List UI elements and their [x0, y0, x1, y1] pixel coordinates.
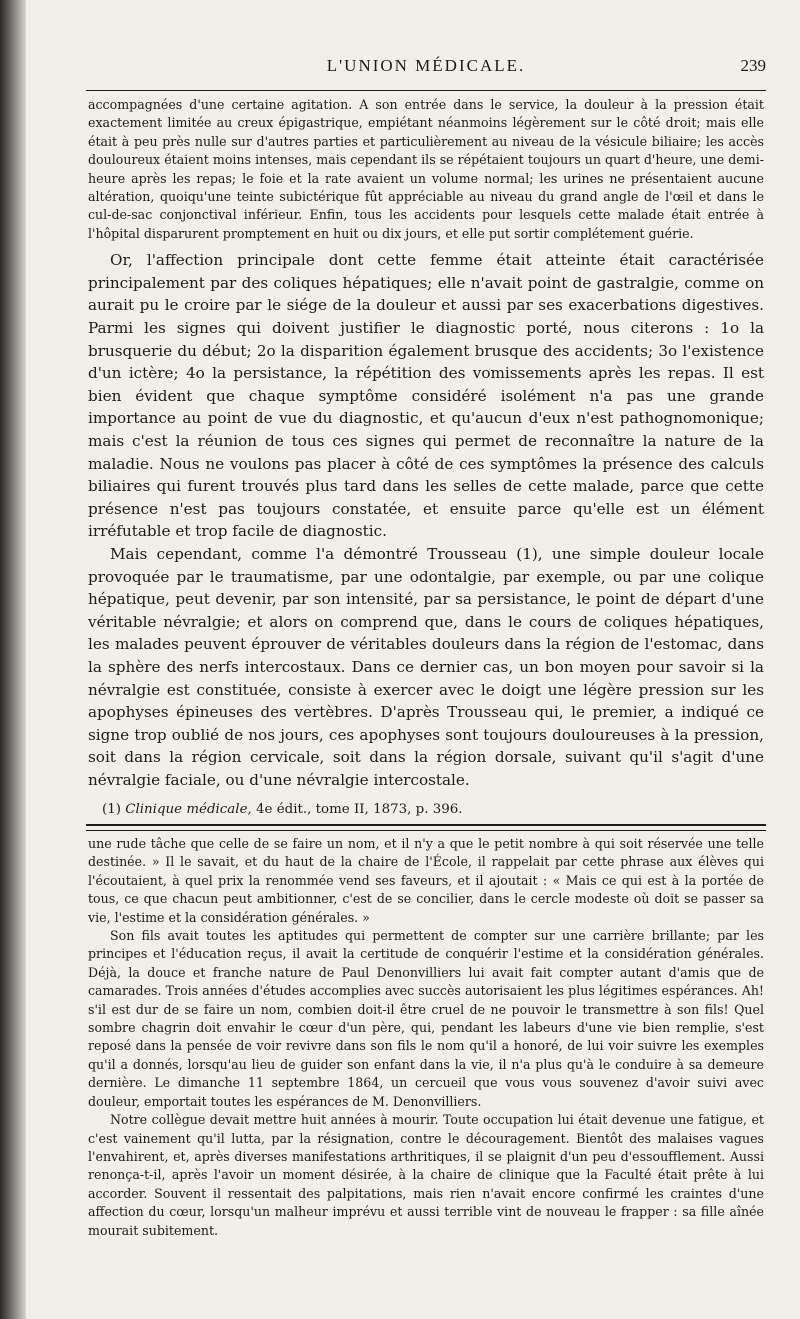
header-rule [86, 90, 766, 91]
book-gutter [0, 0, 26, 1319]
footnote-details: 4e édit., tome II, 1873, p. 396. [256, 801, 463, 817]
intro-paragraph: accompagnées d'une certaine agitation. A son entrée dans le service, la douleur à la pression était exactement limitée au creux épigastrique, empiétant néanmoins légèrement sur le côté droit; mais elle était à peu près nulle sur d'autres parties et particulièrement au niveau de la vésicule biliaire; les accès douloureux étaient moins intenses, mais cependant ils se répétaient toujours un quart d'heure, une demi-heure après les repas; le foie et la rate avaient un volume normal; les urines ne présentaient aucune altération, quoiqu'une teinte subictérique fût appréciable au niveau du grand angle de l'œil et dans le cul-de-sac conjonctival inférieur. Enfin, tous les accidents pour lesquels cette malade était entrée à l'hôpital disparurent promptement en huit ou dix jours, et elle put sortir complétement guérie. [88, 97, 764, 241]
feuilleton-paragraph-1: une rude tâche que celle de se faire un nom, et il n'y a que le petit nombre à qui soit réservée une telle destinée. » Il le savait, et du haut de la chaire de l'École, il rappelait par cette phrase aux élèves qui l'écoutaient, à quel prix la renommée vend ses faveurs, et il ajoutait : « Mais ce qui est à la portée de tous, ce que chacun peut ambitionner, c'est de se concilier, dans le cercle modeste où doit se passer sa vie, l'estime et la considération générales. » [88, 836, 764, 925]
footnote-work-title: Clinique médicale, [125, 801, 252, 817]
top-column [88, 96, 764, 819]
footnote-marker: (1) [102, 801, 121, 817]
feuilleton-paragraph-2: Son fils avait toutes les aptitudes qui permettent de compter sur une carrière brillante; par les principes et l'éducation reçus, il avait la certitude de conquérir l'estime et la considération générales. Déjà, la douce et franche nature de Paul Denonvilliers lui avait fait compter autant d'amis que de camarades. Trois années d'études accomplies avec succès autorisaient les plus légitimes espérances. Ah! s'il est dur de se faire un nom, combien doit-il être cruel de ne pouvoir le transmettre à son fils! Quel sombre chagrin doit envahir le cœur d'un père, qui, pendant les labeurs d'une vie bien remplie, s'est reposé dans la pensée de voir revivre dans son fils le nom qu'il a honoré, de lui voir suivre les exemples qu'il a donnés, lorsqu'au lieu de guider son enfant dans la vie, il n'a plus qu'à le conduire à sa demeure dernière. Le dimanche 11 septembre 1864, un cercueil que vous vous souvenez d'avoir suivi avec douleur, emportait toutes les espérances de M. Denonvilliers. [88, 928, 764, 1109]
footnote [88, 801, 764, 819]
bottom-column [88, 835, 764, 1240]
running-title: L'UNION MÉDICALE. [326, 56, 526, 75]
section-divider [86, 824, 766, 831]
feuilleton-paragraph-3: Notre collègue devait mettre huit années à mourir. Toute occupation lui était devenue une fatigue, et c'est vainement qu'il lutta, par la résignation, contre le découragement. Bientôt des malaises vagues l'envahirent, et, après diverses manifestations arthritiques, il se plaignit d'un peu d'essoufflement. Aussi renonça-t-il, après l'avoir un moment désirée, à la chaire de clinique que la Faculté était prête à lui accorder. Souvent il ressentait des palpitations, mais rien n'avait encore confirmé les craintes d'une affection du cœur, lorsqu'un malheur imprévu et aussi terrible vint de nouveau le frapper : sa fille aînée mourait subitement. [88, 1112, 764, 1238]
page-header [86, 52, 766, 88]
diagnosis-paragraph: Or, l'affection principale dont cette femme était atteinte était caractérisée principalement par des coliques hépatiques; elle n'avait point de gastralgie, comme on aurait pu le croire par le siége de la douleur et aussi par ses exacerbations digestives. Parmi les signes qui doivent justifier le diagnostic porté, nous citerons : 1o la brusquerie du début; 2o la disparition également brusque des accidents; 3o l'existence d'un ictère; 4o la persistance, la répétition des vomissements après les repas. Il est bien évident que chaque symptôme considéré isolément n'a pas une grande importance au point de vue du diagnostic, et qu'aucun d'eux n'est pathognomonique; mais c'est la réunion de tous ces signes qui permet de reconnaître la nature de la maladie. Nous ne voulons pas placer à côté de ces symptômes la présence des calculs biliaires qui furent trouvés plus tard dans les selles de cette malade, parce que cette présence n'est pas toujours constatée, et ensuite parce qu'elle est un élément irréfutable et trop facile de diagnostic. [88, 251, 764, 541]
page-number: 239 [740, 56, 766, 75]
neuralgia-paragraph: Mais cependant, comme l'a démontré Trousseau (1), une simple douleur locale provoquée par le traumatisme, par une odontalgie, par exemple, ou par une colique hépatique, peut devenir, par son intensité, par sa persistance, le point de départ d'une véritable névralgie; et alors on comprend que, dans le cours de coliques hépatiques, les malades peuvent éprouver de véritables douleurs dans la région de l'estomac, dans la sphère des nerfs intercostaux. Dans ce dernier cas, un bon moyen pour savoir si la névralgie est constituée, consiste à exercer avec le doigt une légère pression sur les apophyses épineuses des vertèbres. D'après Trousseau qui, le premier, a indiqué ce signe trop oublié de nos jours, ces apophyses sont toujours douloureuses à la pression, soit dans la région cervicale, soit dans la région dorsale, suivant qu'il s'agit d'une névralgie faciale, ou d'une névralgie intercostale. [88, 544, 764, 789]
